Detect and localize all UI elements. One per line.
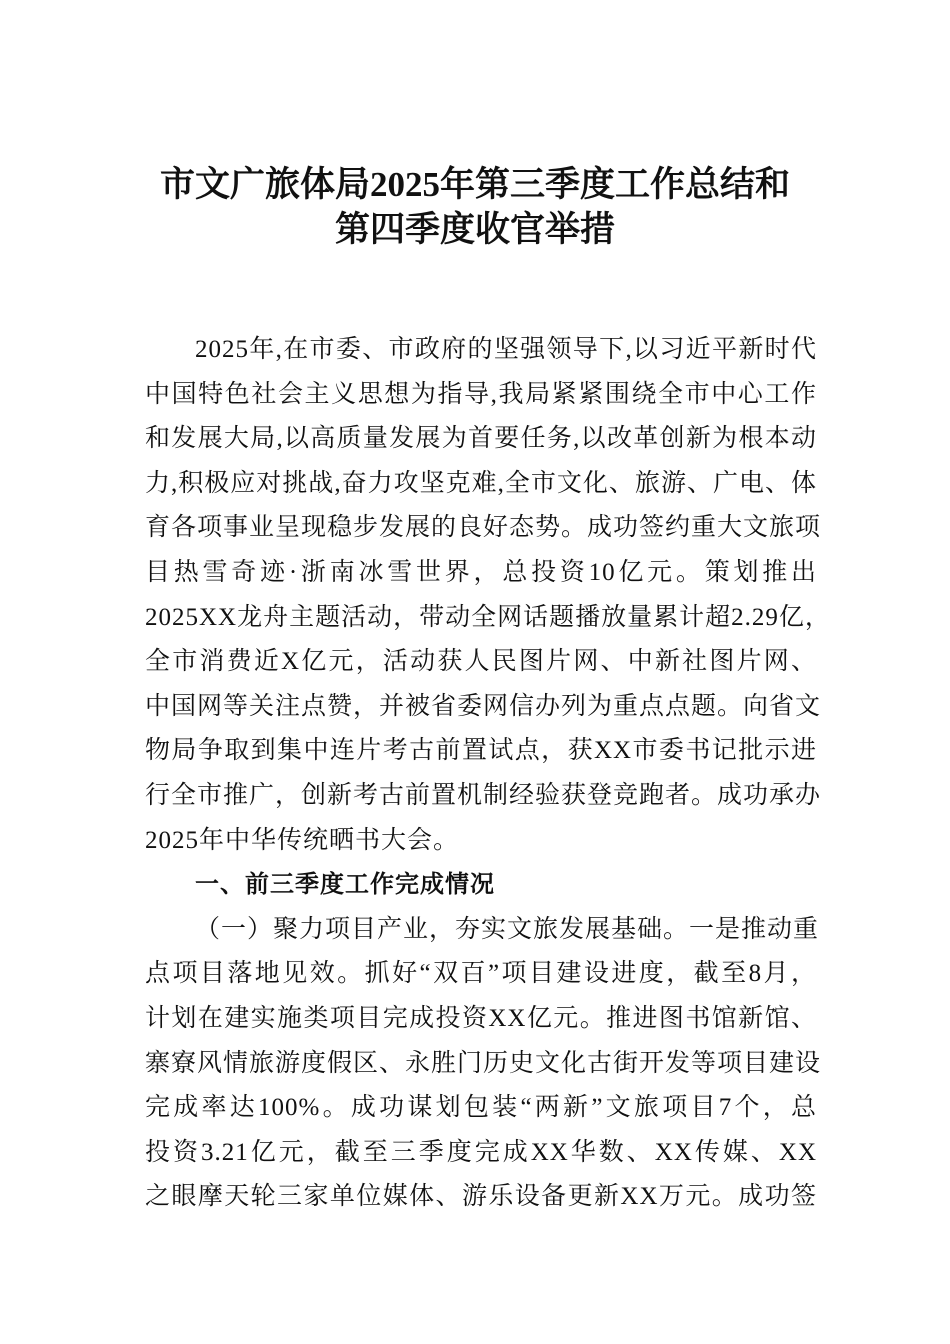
paragraph-line: 点项目落地见效。抓好“双百”项目建设进度，截至8月， [145, 960, 817, 988]
section-heading: 一、前三季度工作完成情况 [195, 871, 495, 899]
paragraph-line: 目热雪奇迹·浙南冰雪世界，总投资10亿元。策划推出 [145, 558, 817, 586]
paragraph-line: 和发展大局,以高质量发展为首要任务,以改革创新为根本动 [145, 425, 817, 453]
paragraph-line: 寨寮风情旅游度假区、永胜门历史文化古街开发等项目建设 [145, 1049, 822, 1077]
paragraph-line: 物局争取到集中连片考古前置试点，获XX市委书记批示进 [145, 737, 817, 765]
paragraph-line: 完成率达100%。成功谋划包装“两新”文旅项目7个，总 [145, 1094, 817, 1122]
document-title-line-2: 第四季度收官举措 [334, 210, 615, 249]
document-title-line-1: 市文广旅体局2025年第三季度工作总结和 [159, 165, 790, 204]
paragraph-line: 中国特色社会主义思想为指导,我局紧紧围绕全市中心工作 [145, 380, 817, 408]
paragraph-line: 计划在建实施类项目完成投资XX亿元。推进图书馆新馆、 [145, 1004, 817, 1032]
paragraph-line: 力,积极应对挑战,奋力攻坚克难,全市文化、旅游、广电、体 [145, 469, 817, 497]
paragraph-line: 投资3.21亿元，截至三季度完成XX华数、XX传媒、XX [145, 1138, 817, 1166]
paragraph-line: 之眼摩天轮三家单位媒体、游乐设备更新XX万元。成功签 [145, 1183, 817, 1211]
paragraph-line: （一）聚力项目产业，夯实文旅发展基础。一是推动重 [195, 915, 820, 943]
document-body [145, 328, 831, 1220]
paragraph-line: 中国网等关注点赞，并被省委网信办列为重点点题。向省文 [145, 692, 822, 720]
paragraph-line: 2025年,在市委、市政府的坚强领导下,以习近平新时代 [195, 336, 817, 363]
paragraph-line: 2025年中华传统晒书大会。 [145, 826, 460, 854]
paragraph-line: 2025XX龙舟主题活动，带动全网话题播放量累计超2.29亿， [145, 603, 831, 631]
paragraph-line: 全市消费近X亿元，活动获人民图片网、中新社图片网、 [145, 648, 817, 676]
paragraph-line: 育各项事业呈现稳步发展的良好态势。成功签约重大文旅项 [145, 514, 822, 542]
paragraph-line: 行全市推广，创新考古前置机制经验获登竞跑者。成功承办 [145, 781, 822, 809]
